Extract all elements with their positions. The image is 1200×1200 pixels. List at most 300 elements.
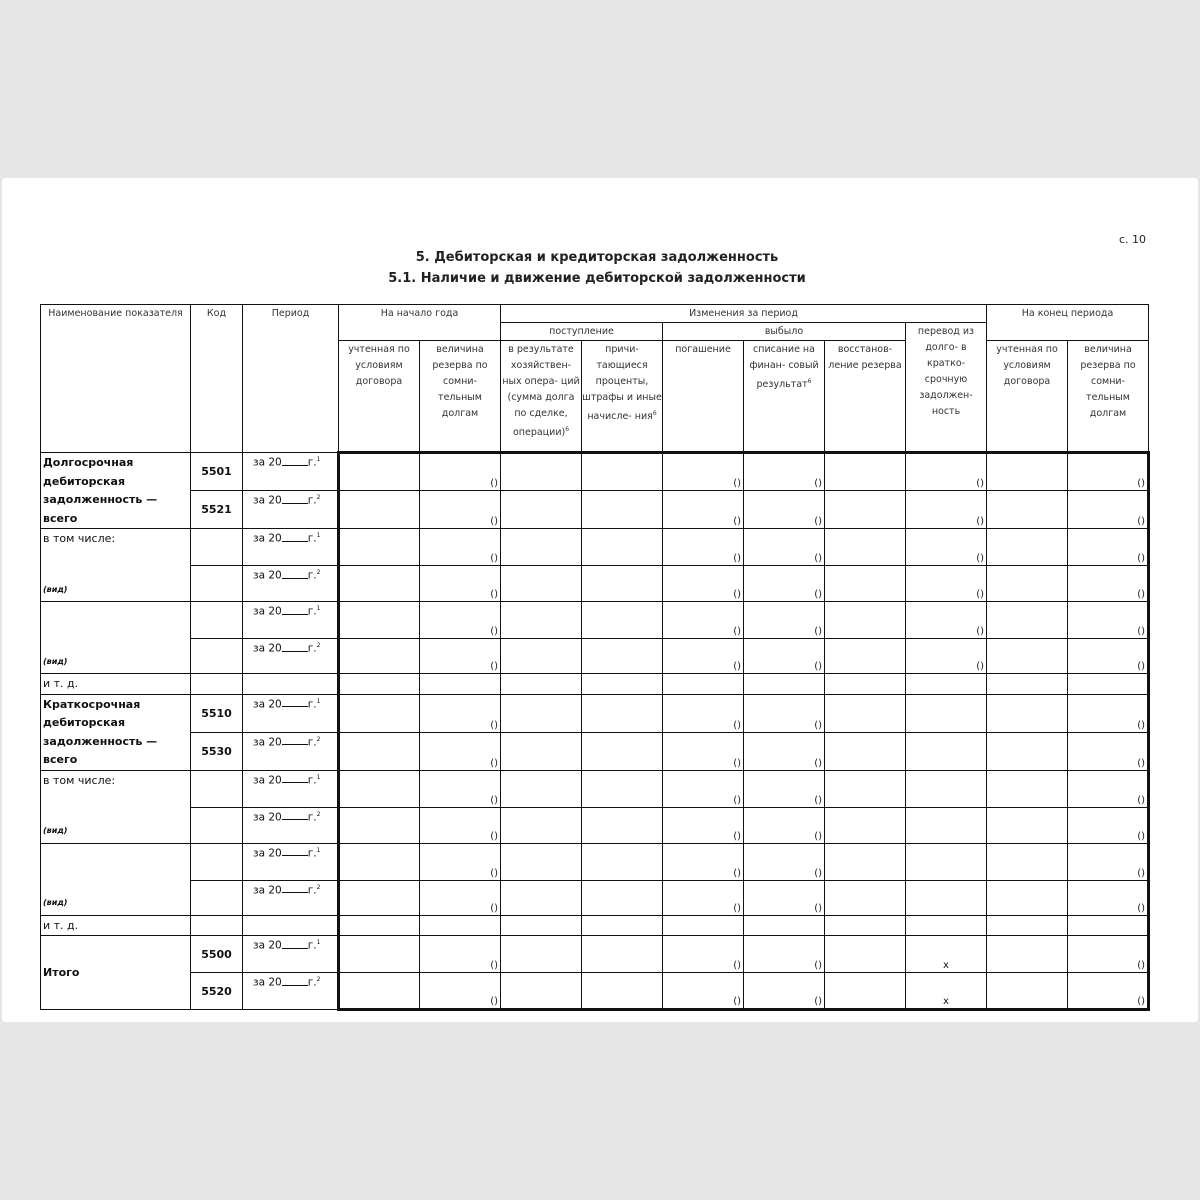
value-cell <box>582 566 663 602</box>
empty-cell <box>1068 674 1149 695</box>
parentheses: () <box>490 478 498 489</box>
year-blank <box>282 774 308 783</box>
value-cell <box>501 880 582 915</box>
value-cell <box>744 491 825 529</box>
period-text: за 20 <box>253 774 282 786</box>
value-cell <box>420 639 501 674</box>
parentheses: () <box>733 553 741 564</box>
parentheses: () <box>814 589 822 600</box>
parentheses: () <box>1137 719 1146 731</box>
code-cell: 5510 <box>191 694 243 732</box>
period-cell <box>243 602 339 639</box>
value-cell <box>663 880 744 915</box>
empty-cell <box>744 915 825 936</box>
value-cell <box>825 453 906 491</box>
year-blank <box>282 811 308 820</box>
empty-cell <box>501 915 582 936</box>
empty-cell <box>339 915 420 936</box>
period-text: за 20 <box>253 532 282 545</box>
period-footnote: 1 <box>316 532 321 539</box>
empty-cell <box>744 674 825 695</box>
period-footnote: 1 <box>316 605 321 612</box>
value-cell <box>582 694 663 732</box>
period-suffix: г. <box>307 605 317 618</box>
code-cell <box>191 880 243 915</box>
table-row <box>41 674 1149 695</box>
value-cell <box>420 770 501 807</box>
period-cell <box>243 491 339 529</box>
period-text: за 20 <box>253 605 282 618</box>
empty-cell <box>243 674 339 695</box>
value-cell <box>906 973 987 1010</box>
value-cell <box>906 529 987 566</box>
parentheses: () <box>490 661 498 672</box>
table-row <box>41 694 1149 732</box>
parentheses: () <box>1137 516 1146 527</box>
table-row <box>41 807 1149 843</box>
period-text: за 20 <box>253 736 282 748</box>
period-cell <box>243 973 339 1010</box>
value-cell <box>663 602 744 639</box>
value-cell <box>339 491 420 529</box>
value-cell <box>906 880 987 915</box>
year-blank <box>282 940 308 949</box>
parentheses: () <box>733 757 741 769</box>
value-cell <box>420 694 501 732</box>
value-cell <box>663 843 744 880</box>
value-cell <box>825 529 906 566</box>
parentheses: () <box>490 719 498 731</box>
value-cell <box>663 453 744 491</box>
parentheses: () <box>490 553 498 564</box>
period-suffix: г. <box>307 532 317 545</box>
row-label: Итого <box>43 965 80 979</box>
value-cell <box>906 639 987 674</box>
period-suffix: г. <box>307 494 317 507</box>
value-cell <box>744 602 825 639</box>
table-row <box>41 880 1149 915</box>
value-cell <box>987 639 1068 674</box>
period-cell <box>243 694 339 732</box>
code-cell <box>191 566 243 602</box>
empty-cell <box>420 915 501 936</box>
value-cell <box>339 843 420 880</box>
row-label: и т. д. <box>43 677 79 690</box>
value-cell <box>339 529 420 566</box>
year-blank <box>282 495 308 504</box>
value-cell <box>1068 843 1149 880</box>
period-text: за 20 <box>253 642 282 655</box>
cross-mark: х <box>943 960 949 971</box>
type-label: (вид) <box>43 826 68 835</box>
year-blank <box>282 698 308 707</box>
value-cell <box>1068 973 1149 1010</box>
period-cell <box>243 770 339 807</box>
value-cell <box>987 453 1068 491</box>
value-cell <box>582 639 663 674</box>
footnote-mark: 6 <box>807 378 812 385</box>
empty-cell <box>582 915 663 936</box>
parentheses: () <box>976 478 985 489</box>
subsection-title: 5.1. Наличие и движение дебиторской задолженности <box>388 271 806 286</box>
parentheses: () <box>814 902 822 914</box>
parentheses: () <box>976 516 985 527</box>
page-number: с. 10 <box>1118 233 1146 246</box>
value-cell <box>420 807 501 843</box>
value-cell <box>906 453 987 491</box>
table-row <box>41 770 1149 807</box>
header-writeoff <box>744 341 825 453</box>
value-cell <box>663 973 744 1010</box>
period-suffix: г. <box>307 976 317 989</box>
row-label-cell <box>41 770 191 843</box>
value-cell <box>501 843 582 880</box>
period-text: за 20 <box>253 456 282 469</box>
header-reserve-end: величина резерва по сомни- тельным долгам <box>1068 341 1149 453</box>
parentheses: () <box>490 996 498 1007</box>
table-row <box>41 936 1149 973</box>
value-cell <box>906 843 987 880</box>
parentheses: () <box>733 996 741 1007</box>
value-cell <box>339 639 420 674</box>
parentheses: () <box>976 626 985 637</box>
year-blank <box>282 884 308 893</box>
header-incoming-interest-text: причи- тающиеся проценты, штрафы и иные начисле- ния <box>582 344 662 423</box>
value-cell <box>825 973 906 1010</box>
value-cell <box>420 529 501 566</box>
parentheses: () <box>490 794 498 806</box>
row-label: Краткосрочная дебиторская задолженность — всего <box>43 697 158 766</box>
value-cell <box>987 602 1068 639</box>
code-cell <box>191 807 243 843</box>
value-cell <box>825 566 906 602</box>
period-footnote: 2 <box>316 735 321 743</box>
value-cell <box>1068 453 1149 491</box>
parentheses: () <box>490 902 498 914</box>
value-cell <box>825 770 906 807</box>
year-blank <box>282 643 308 652</box>
table-row <box>41 491 1149 529</box>
parentheses: () <box>814 960 822 971</box>
parentheses: () <box>733 794 741 806</box>
parentheses: () <box>814 996 822 1007</box>
value-cell <box>987 973 1068 1010</box>
receivables-table <box>40 304 1150 1011</box>
period-suffix: г. <box>307 456 317 469</box>
year-blank <box>282 533 308 542</box>
value-cell <box>339 694 420 732</box>
value-cell <box>663 732 744 770</box>
value-cell <box>420 566 501 602</box>
value-cell <box>1068 639 1149 674</box>
header-contract-end: учтенная по условиям договора <box>987 341 1068 453</box>
parentheses: () <box>490 757 498 769</box>
header-name: Наименование показателя <box>41 305 191 453</box>
table-row <box>41 843 1149 880</box>
parentheses: () <box>1137 996 1146 1007</box>
value-cell <box>501 694 582 732</box>
period-suffix: г. <box>307 774 317 786</box>
table-row <box>41 639 1149 674</box>
parentheses: () <box>490 626 498 637</box>
code-cell <box>191 529 243 566</box>
parentheses: () <box>814 626 822 637</box>
parentheses: () <box>976 589 985 600</box>
code-cell <box>191 602 243 639</box>
parentheses: () <box>733 719 741 731</box>
value-cell <box>582 602 663 639</box>
period-text: за 20 <box>253 569 282 582</box>
value-cell <box>825 491 906 529</box>
header-repayment: погашение <box>663 341 744 453</box>
period-text: за 20 <box>253 811 282 823</box>
header-changes: Изменения за период <box>501 305 987 323</box>
header-writeoff-text: списание на финан- совый результат <box>749 344 819 391</box>
value-cell <box>987 936 1068 973</box>
row-label-cell <box>41 529 191 602</box>
parentheses: () <box>1137 794 1146 806</box>
header-incoming-interest <box>582 341 663 453</box>
value-cell <box>744 973 825 1010</box>
table-row <box>41 915 1149 936</box>
value-cell <box>744 936 825 973</box>
value-cell <box>501 770 582 807</box>
value-cell <box>825 602 906 639</box>
period-text: за 20 <box>253 494 282 507</box>
parentheses: () <box>814 867 822 879</box>
parentheses: () <box>976 661 985 672</box>
cross-mark: х <box>943 996 949 1007</box>
parentheses: () <box>733 830 741 842</box>
parentheses: () <box>814 794 822 806</box>
value-cell <box>825 694 906 732</box>
parentheses: () <box>814 830 822 842</box>
code-cell <box>191 843 243 880</box>
value-cell <box>906 566 987 602</box>
value-cell <box>987 491 1068 529</box>
parentheses: () <box>733 589 741 600</box>
period-suffix: г. <box>307 811 317 823</box>
value-cell <box>501 936 582 973</box>
header-end-of-period: На конец периода <box>987 305 1149 341</box>
period-cell <box>243 566 339 602</box>
value-cell <box>906 936 987 973</box>
period-footnote: 2 <box>316 810 321 818</box>
parentheses: () <box>1137 830 1146 842</box>
value-cell <box>663 566 744 602</box>
empty-cell <box>663 674 744 695</box>
parentheses: () <box>1137 960 1146 971</box>
value-cell <box>582 973 663 1010</box>
period-text: за 20 <box>253 939 282 952</box>
parentheses: () <box>733 516 741 527</box>
empty-cell <box>825 674 906 695</box>
value-cell <box>501 529 582 566</box>
row-label: в том числе: <box>43 532 116 545</box>
parentheses: () <box>1137 626 1146 637</box>
period-footnote: 2 <box>316 494 321 501</box>
value-cell <box>582 491 663 529</box>
value-cell <box>1068 566 1149 602</box>
row-label-cell <box>41 843 191 915</box>
value-cell <box>663 936 744 973</box>
period-suffix: г. <box>307 884 317 896</box>
header-incoming: поступление <box>501 323 663 341</box>
period-footnote: 2 <box>316 642 321 649</box>
value-cell <box>420 453 501 491</box>
parentheses: () <box>490 960 498 971</box>
value-cell <box>339 732 420 770</box>
value-cell <box>744 694 825 732</box>
value-cell <box>501 807 582 843</box>
row-label-cell <box>41 453 191 529</box>
value-cell <box>825 639 906 674</box>
value-cell <box>744 566 825 602</box>
value-cell <box>744 453 825 491</box>
parentheses: () <box>1137 902 1146 914</box>
value-cell <box>1068 936 1149 973</box>
parentheses: () <box>976 553 985 564</box>
value-cell <box>582 529 663 566</box>
parentheses: () <box>814 553 822 564</box>
value-cell <box>987 529 1068 566</box>
header-incoming-ops <box>501 341 582 453</box>
period-footnote: 1 <box>316 846 321 854</box>
header-contract-start: учтенная по условиям договора <box>339 341 420 453</box>
period-text: за 20 <box>253 847 282 859</box>
value-cell <box>744 770 825 807</box>
row-label: Долгосрочная дебиторская задолженность — всего <box>43 456 158 525</box>
value-cell <box>420 602 501 639</box>
period-suffix: г. <box>307 847 317 859</box>
value-cell <box>582 843 663 880</box>
value-cell <box>1068 770 1149 807</box>
year-blank <box>282 736 308 745</box>
value-cell <box>582 732 663 770</box>
period-text: за 20 <box>253 884 282 896</box>
year-blank <box>282 977 308 986</box>
code-cell: 5500 <box>191 936 243 973</box>
parentheses: () <box>733 478 741 489</box>
empty-cell <box>501 674 582 695</box>
period-suffix: г. <box>307 642 317 655</box>
type-label: (вид) <box>43 898 68 907</box>
parentheses: () <box>490 867 498 879</box>
code-cell: 5530 <box>191 732 243 770</box>
parentheses: () <box>490 589 498 600</box>
header-reserve-start: величина резерва по сомни- тельным долгам <box>420 341 501 453</box>
value-cell <box>501 566 582 602</box>
year-blank <box>282 847 308 856</box>
value-cell <box>906 491 987 529</box>
parentheses: () <box>814 661 822 672</box>
section-title: 5. Дебиторская и кредиторская задолженность <box>415 250 779 265</box>
period-cell <box>243 732 339 770</box>
value-cell <box>339 973 420 1010</box>
parentheses: () <box>733 867 741 879</box>
table-row <box>41 602 1149 639</box>
value-cell <box>582 807 663 843</box>
period-footnote: 2 <box>316 976 321 983</box>
value-cell <box>501 602 582 639</box>
value-cell <box>339 880 420 915</box>
parentheses: () <box>1137 661 1146 672</box>
type-label: (вид) <box>43 584 68 594</box>
value-cell <box>420 936 501 973</box>
value-cell <box>825 843 906 880</box>
empty-cell <box>191 674 243 695</box>
header-start-of-year: На начало года <box>339 305 501 341</box>
footnote-mark: 6 <box>565 426 570 433</box>
value-cell <box>1068 880 1149 915</box>
value-cell <box>825 807 906 843</box>
code-cell: 5501 <box>191 453 243 491</box>
code-cell: 5521 <box>191 491 243 529</box>
code-cell: 5520 <box>191 973 243 1010</box>
parentheses: () <box>814 478 822 489</box>
table-row <box>41 453 1149 491</box>
period-cell <box>243 880 339 915</box>
parentheses: () <box>733 902 741 914</box>
empty-cell <box>420 674 501 695</box>
period-suffix: г. <box>307 939 317 952</box>
period-footnote: 1 <box>316 456 321 463</box>
value-cell <box>906 807 987 843</box>
row-label-cell <box>41 936 191 1010</box>
empty-cell <box>906 915 987 936</box>
footnote-mark: 6 <box>652 410 657 417</box>
parentheses: () <box>814 757 822 769</box>
value-cell <box>744 807 825 843</box>
value-cell <box>420 732 501 770</box>
period-footnote: 1 <box>316 939 321 946</box>
value-cell <box>906 770 987 807</box>
table-row <box>41 566 1149 602</box>
empty-cell <box>987 674 1068 695</box>
value-cell <box>420 843 501 880</box>
period-suffix: г. <box>307 569 317 582</box>
value-cell <box>663 529 744 566</box>
value-cell <box>744 732 825 770</box>
parentheses: () <box>1137 867 1146 879</box>
parentheses: () <box>490 830 498 842</box>
period-footnote: 1 <box>316 773 321 781</box>
value-cell <box>339 453 420 491</box>
empty-cell <box>663 915 744 936</box>
period-cell <box>243 453 339 491</box>
parentheses: () <box>814 719 822 731</box>
value-cell <box>825 936 906 973</box>
value-cell <box>501 491 582 529</box>
header-restore: восстанов- ление резерва <box>825 341 906 453</box>
empty-cell <box>582 674 663 695</box>
row-label-cell <box>41 674 191 695</box>
value-cell <box>420 491 501 529</box>
row-label: в том числе: <box>43 773 116 787</box>
parentheses: () <box>1137 478 1146 489</box>
value-cell <box>1068 602 1149 639</box>
code-cell <box>191 639 243 674</box>
year-blank <box>282 570 308 579</box>
table-row <box>41 529 1149 566</box>
parentheses: () <box>1137 757 1146 769</box>
value-cell <box>987 770 1068 807</box>
period-cell <box>243 529 339 566</box>
row-label-cell <box>41 694 191 770</box>
header-outgoing: выбыло <box>663 323 906 341</box>
empty-cell <box>191 915 243 936</box>
value-cell <box>1068 694 1149 732</box>
